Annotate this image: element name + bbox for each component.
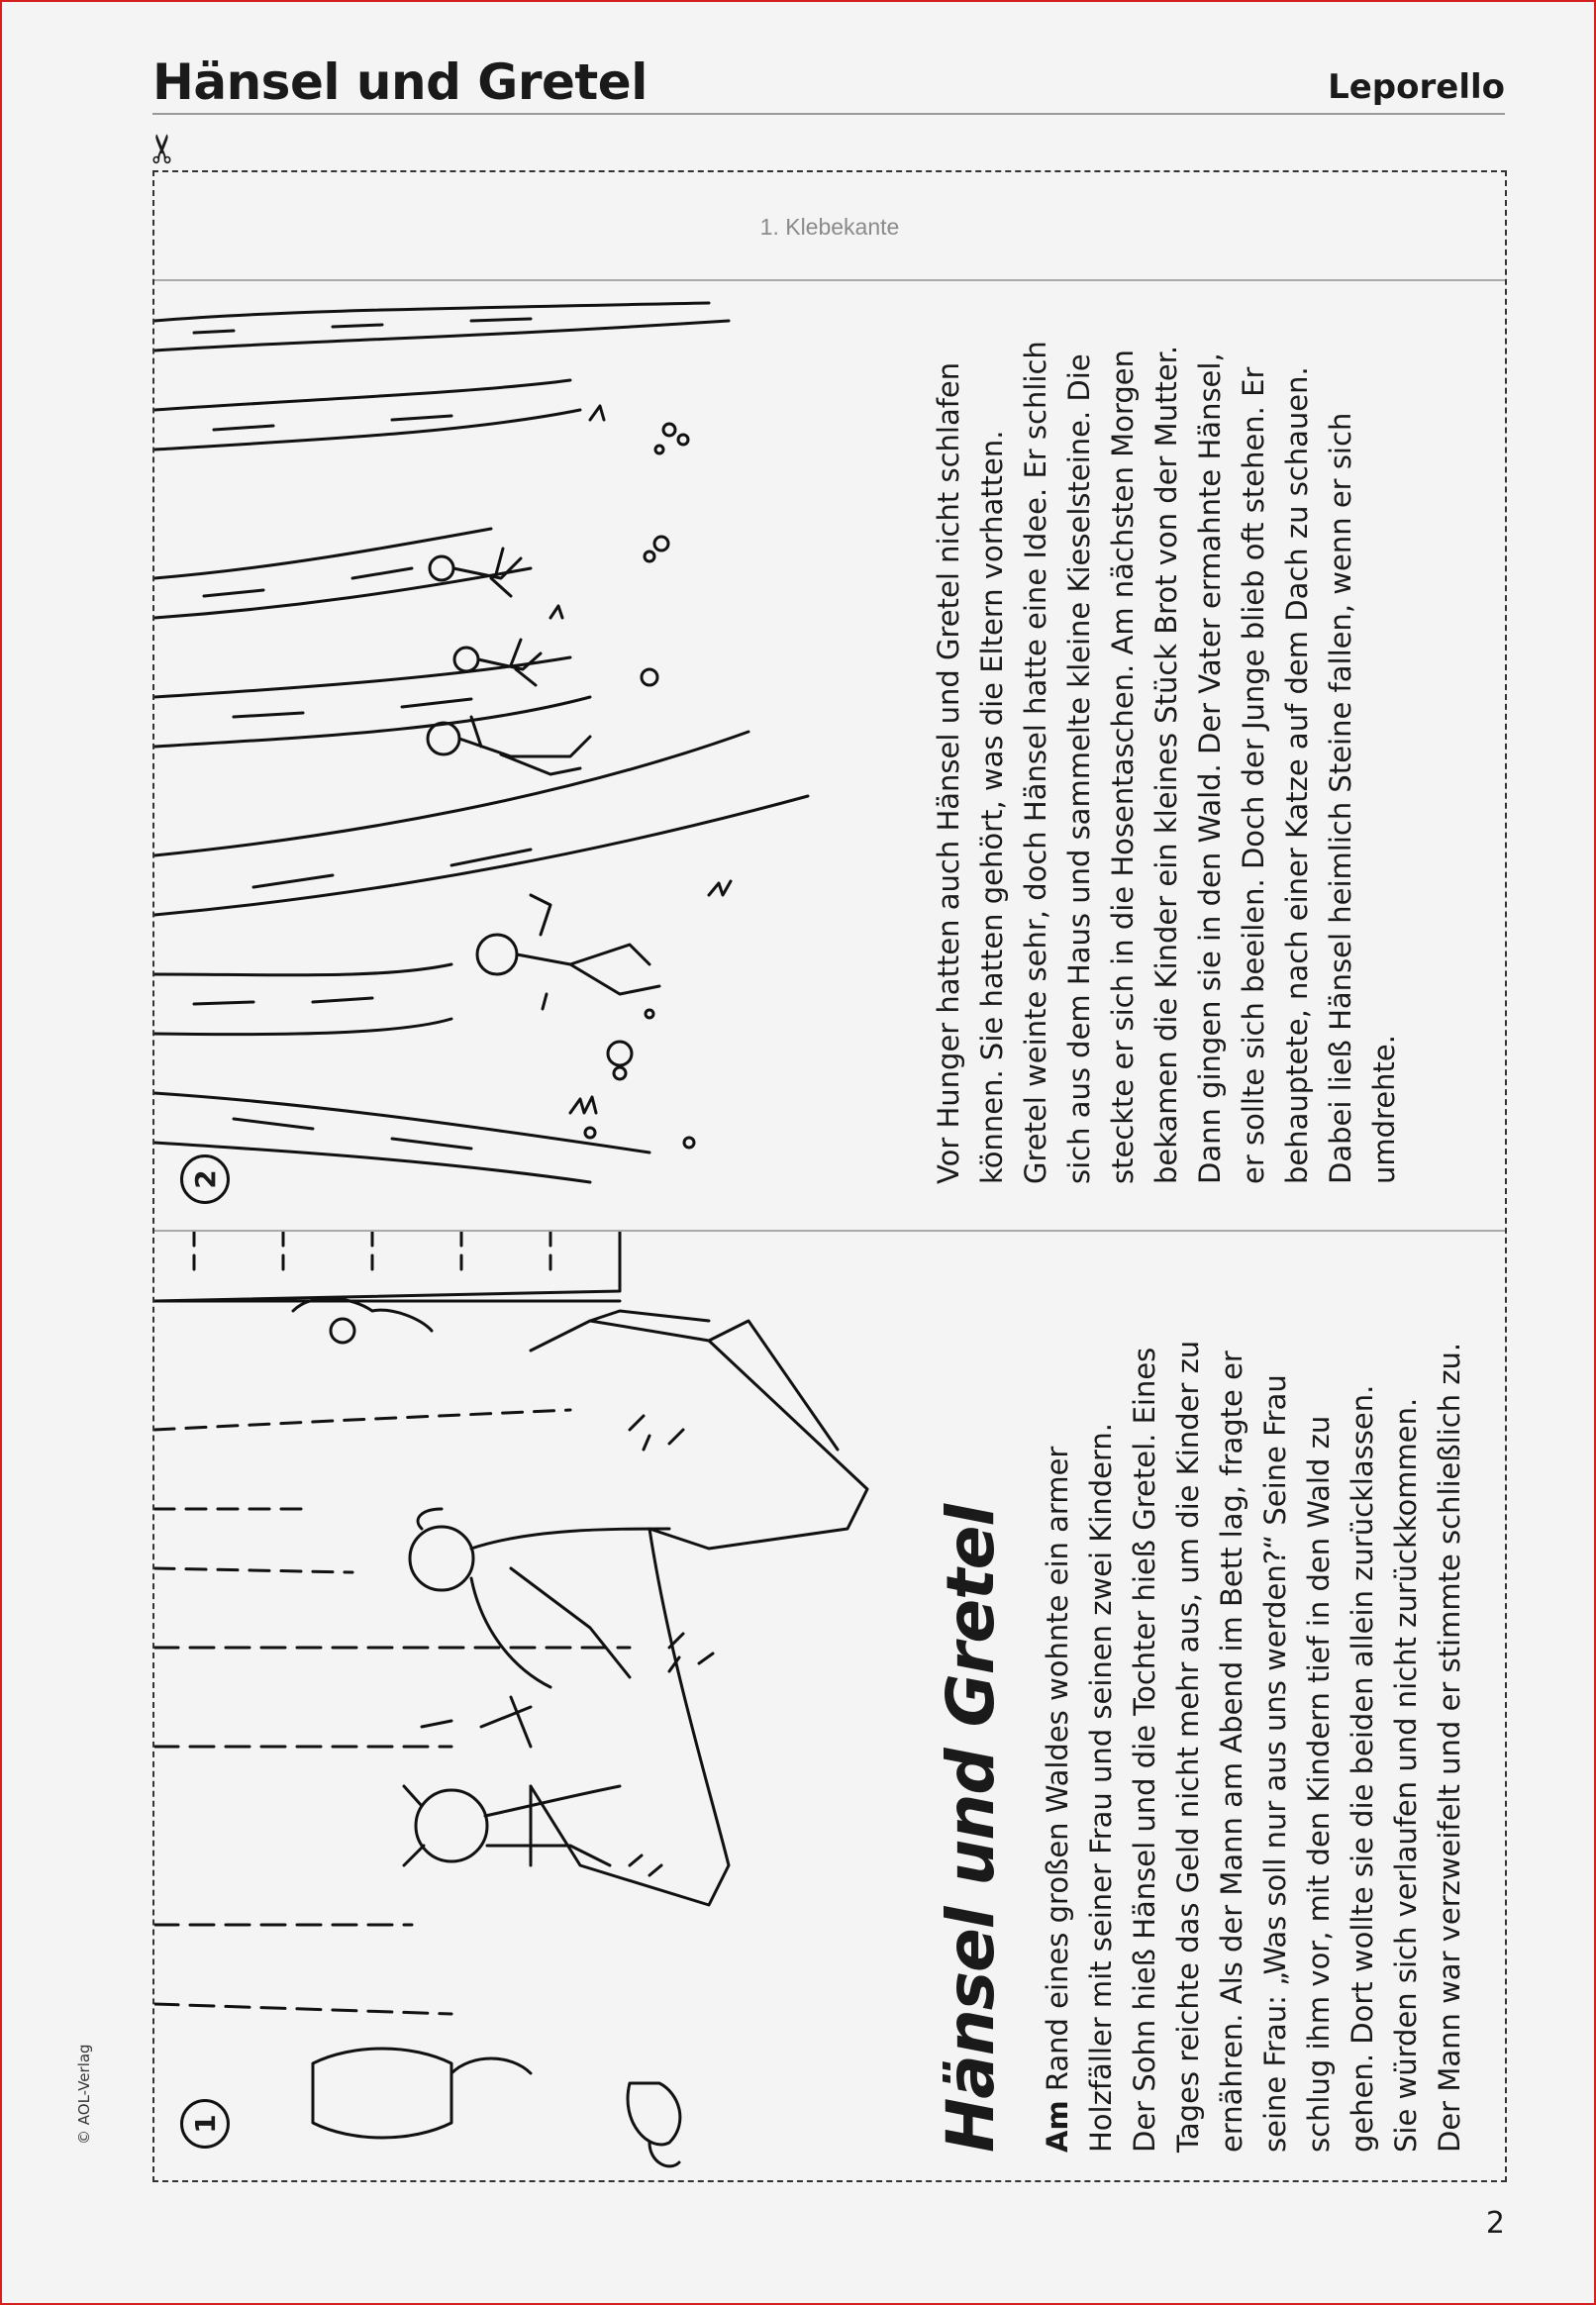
glue-strip-label: 1. Klebekante (759, 214, 900, 240)
story-title: Hänsel und Gretel (933, 1504, 1009, 2153)
panel-1-text-block (1036, 1261, 1471, 2153)
scissors-icon: ✂ (140, 132, 186, 165)
page-title: Hänsel und Gretel (152, 53, 648, 111)
page-number: 2 (1485, 2206, 1505, 2241)
worksheet-category: Leporello (1328, 67, 1505, 107)
panel-2 (154, 281, 1505, 1230)
panel-2-text-block (927, 333, 1406, 1184)
panel-1-story-text (1036, 1261, 1471, 2153)
panel-2-story-text: Vor Hunger hatten auch Hänsel und Gretel nicht schlafen können. Sie hatten gehört, was die Eltern vorhatten. Gretel weinte sehr, doch Hänsel hatte eine Idee. Er schlich sich aus dem Haus und sammelte kleine Kieselsteine. Die steckte er sich in die Hosentaschen. Am nächsten Morgen bekamen die Kinder ein kleines Stück Brot von der Mutter. Dann gingen sie in den Wald. Der Vater ermahnte Hänsel, er sollte sich beeilen. Doch der Junge blieb oft stehen. Er behauptete, nach einer Katze auf dem Dach zu schauen. Dabei ließ Hänsel heimlich Steine fallen, wenn er sich umdrehte. (932, 341, 1401, 1184)
panel-number-badge: 1 (180, 2099, 230, 2149)
copyright-note: © AOL-Verlag (75, 2044, 93, 2145)
header-divider (152, 113, 1505, 115)
panel-number-badge: 2 (180, 1154, 230, 1204)
story-lead-word: Am (1041, 2100, 1074, 2153)
forest-illustration (154, 281, 887, 1230)
panel-1-story-body: Rand eines großen Waldes wohnte ein armer Holzfäller mit seiner Frau und seinen zwei Kindern. Der Sohn hieß Hänsel und die Tochter hieß Gretel. Eines Tages reichte das Geld nicht mehr aus, um die Kinder zu ernähren. Als der Mann am Abend im Bett lag, fragte er seine Frau: „Was soll nur aus uns werden?“ Seine Frau schlug ihm vor, mit den Kindern tief in den Wald zu gehen. Dort wollte sie die beiden allein zurücklassen. Sie würden sich verlaufen und nicht zurückkommen. Der Mann war verzweifelt und er stimmte schließlich zu. (1041, 1340, 1466, 2153)
glue-strip (154, 172, 1505, 281)
leporello-sheet (152, 170, 1507, 2182)
panel-1-title-block (927, 1261, 1016, 2153)
bedroom-illustration (154, 1232, 887, 2180)
panel-1 (154, 1232, 1505, 2180)
